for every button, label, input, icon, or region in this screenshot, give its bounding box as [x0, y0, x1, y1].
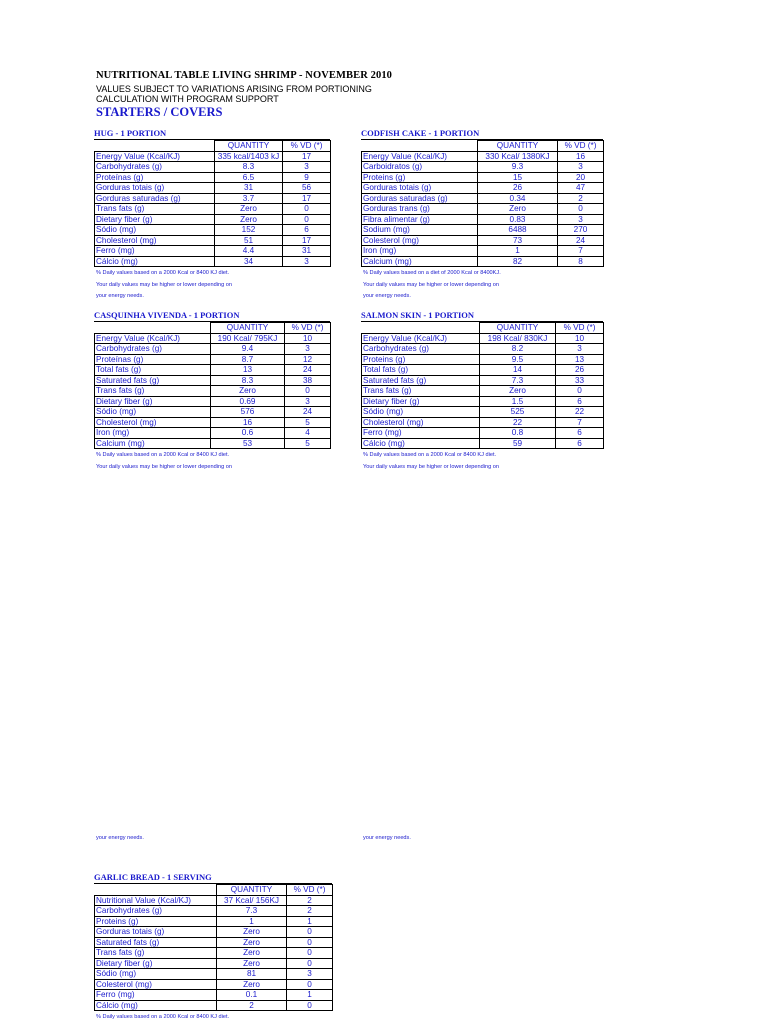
quantity-value: 37 Kcal/ 156KJ	[217, 895, 287, 906]
vd-value: 270	[558, 225, 604, 236]
vd-header: % VD (*)	[285, 323, 331, 334]
vd-value: 0	[283, 204, 331, 215]
table-row	[95, 246, 331, 257]
nutrient-label: Gorduras saturadas (g)	[362, 193, 478, 204]
quantity-value: Zero	[217, 979, 287, 990]
quantity-value: 1.5	[480, 396, 556, 407]
quantity-value: 0.83	[478, 214, 558, 225]
table-header-row	[362, 141, 604, 152]
table-row	[362, 407, 604, 418]
table-row	[95, 916, 333, 927]
nutrient-label: Sódio (mg)	[95, 225, 215, 236]
nutrient-label: Cholesterol (mg)	[95, 235, 215, 246]
quantity-value: Zero	[217, 937, 287, 948]
quantity-value: 0.6	[211, 428, 285, 439]
vd-value: 3	[556, 344, 604, 355]
quantity-value: 6488	[478, 225, 558, 236]
vd-value: 12	[285, 354, 331, 365]
quantity-value: 9.3	[478, 162, 558, 173]
nutrient-label: Trans fats (g)	[95, 948, 217, 959]
nutrition-card-casquinha-vivenda	[94, 310, 330, 449]
blank-header-cell	[95, 323, 211, 334]
nutrient-label: Energy Value (Kcal/KJ)	[362, 333, 480, 344]
nutrient-label: Energy Value (Kcal/KJ)	[95, 333, 211, 344]
table-row	[95, 172, 331, 183]
nutrient-label: Gorduras totais (g)	[95, 927, 217, 938]
table-row	[95, 365, 331, 376]
nutrient-label: Sódio (mg)	[95, 407, 211, 418]
quantity-value: 22	[480, 417, 556, 428]
table-row	[95, 979, 333, 990]
quantity-value: Zero	[478, 204, 558, 215]
quantity-value: 335 kcal/1403 kJ	[215, 151, 283, 162]
nutrient-label: Proteínas (g)	[95, 172, 215, 183]
vd-header: % VD (*)	[287, 885, 333, 896]
vd-value: 13	[556, 354, 604, 365]
vd-value: 0	[287, 927, 333, 938]
nutrition-table	[361, 140, 604, 267]
nutrient-label: Sodium (mg)	[362, 225, 478, 236]
table-row	[95, 958, 333, 969]
vd-value: 6	[556, 396, 604, 407]
quantity-value: 525	[480, 407, 556, 418]
quantity-value: 82	[478, 256, 558, 267]
vd-value: 17	[283, 235, 331, 246]
table-row	[95, 417, 331, 428]
nutrient-label: Proteins (g)	[362, 172, 478, 183]
table-row	[362, 365, 604, 376]
nutrition-card-salmon-skin	[361, 310, 603, 449]
table-row	[362, 354, 604, 365]
card-title: HUG - 1 PORTION	[94, 128, 330, 140]
vd-value: 3	[558, 162, 604, 173]
nutrient-label: Carbohydrates (g)	[362, 344, 480, 355]
vd-value: 0	[283, 214, 331, 225]
vd-value: 33	[556, 375, 604, 386]
quantity-value: 8.7	[211, 354, 285, 365]
quantity-value: 198 Kcal/ 830KJ	[480, 333, 556, 344]
nutrient-label: Ferro (mg)	[95, 990, 217, 1001]
table-row	[95, 937, 333, 948]
nutrient-label: Calcium (mg)	[362, 256, 478, 267]
document-title: NUTRITIONAL TABLE LIVING SHRIMP - NOVEMBER 2010	[96, 70, 393, 81]
vd-value: 17	[283, 151, 331, 162]
table-row	[362, 235, 604, 246]
table-row	[362, 333, 604, 344]
nutrient-label: Ferro (mg)	[95, 246, 215, 257]
table-row	[95, 948, 333, 959]
vd-value: 2	[287, 895, 333, 906]
nutrient-label: Ferro (mg)	[362, 428, 480, 439]
footnote-daily-values: % Daily values based on a 2000 Kcal or 8400 KJ diet.	[96, 1014, 230, 1020]
blank-header-cell	[362, 141, 478, 152]
nutrient-label: Gorduras totais (g)	[362, 183, 478, 194]
nutrient-label: Iron (mg)	[95, 428, 211, 439]
nutrient-label: Sódio (mg)	[362, 407, 480, 418]
nutrient-label: Energy Value (Kcal/KJ)	[362, 151, 478, 162]
vd-value: 4	[285, 428, 331, 439]
table-header-row	[95, 885, 333, 896]
table-row	[362, 375, 604, 386]
nutrient-label: Cholesterol (mg)	[362, 417, 480, 428]
quantity-value: 51	[215, 235, 283, 246]
vd-header: % VD (*)	[558, 141, 604, 152]
quantity-value: 8.3	[211, 375, 285, 386]
table-row	[95, 333, 331, 344]
card-title: GARLIC BREAD - 1 SERVING	[94, 872, 332, 884]
quantity-value: 8.3	[215, 162, 283, 173]
vd-header: % VD (*)	[556, 323, 604, 334]
vd-value: 2	[287, 906, 333, 917]
vd-value: 6	[556, 438, 604, 449]
vd-value: 8	[558, 256, 604, 267]
vd-value: 0	[285, 386, 331, 397]
vd-value: 6	[556, 428, 604, 439]
table-row	[95, 1000, 333, 1011]
footnote-higher-lower: Your daily values may be higher or lower depending on	[96, 464, 232, 470]
table-row	[362, 256, 604, 267]
footnote-energy-needs: your energy needs.	[363, 293, 411, 299]
footnote-energy-needs: your energy needs.	[96, 293, 144, 299]
vd-value: 31	[283, 246, 331, 257]
quantity-header: QUANTITY	[478, 141, 558, 152]
table-row	[95, 895, 333, 906]
vd-value: 0	[558, 204, 604, 215]
quantity-header: QUANTITY	[480, 323, 556, 334]
table-row	[362, 225, 604, 236]
vd-value: 0	[556, 386, 604, 397]
table-row	[362, 438, 604, 449]
vd-value: 38	[285, 375, 331, 386]
nutrient-label: Gorduras trans (g)	[362, 204, 478, 215]
vd-value: 9	[283, 172, 331, 183]
blank-header-cell	[362, 323, 480, 334]
quantity-value: Zero	[215, 204, 283, 215]
nutrition-table	[94, 322, 331, 449]
table-row	[362, 344, 604, 355]
table-row	[95, 375, 331, 386]
vd-value: 3	[285, 396, 331, 407]
quantity-value: 1	[478, 246, 558, 257]
vd-value: 24	[558, 235, 604, 246]
vd-value: 7	[558, 246, 604, 257]
table-row	[95, 927, 333, 938]
vd-value: 2	[558, 193, 604, 204]
vd-value: 3	[285, 344, 331, 355]
vd-value: 10	[556, 333, 604, 344]
table-row	[95, 256, 331, 267]
table-row	[362, 183, 604, 194]
quantity-value: 7.3	[480, 375, 556, 386]
nutrition-table	[94, 884, 333, 1011]
quantity-value: 0.1	[217, 990, 287, 1001]
nutrient-label: Dietary fiber (g)	[95, 958, 217, 969]
vd-value: 0	[287, 979, 333, 990]
quantity-value: 59	[480, 438, 556, 449]
table-row	[95, 151, 331, 162]
nutrient-label: Carbohydrates (g)	[95, 162, 215, 173]
vd-value: 17	[283, 193, 331, 204]
nutrient-label: Saturated fats (g)	[362, 375, 480, 386]
nutrient-label: Proteins (g)	[362, 354, 480, 365]
table-row	[95, 407, 331, 418]
quantity-value: 34	[215, 256, 283, 267]
section-heading: STARTERS / COVERS	[96, 105, 223, 119]
quantity-value: 0.8	[480, 428, 556, 439]
nutrient-label: Trans fats (g)	[95, 204, 215, 215]
table-row	[95, 183, 331, 194]
nutrient-label: Cholesterol (mg)	[95, 417, 211, 428]
nutrient-label: Colesterol (mg)	[95, 979, 217, 990]
table-row	[362, 204, 604, 215]
nutrient-label: Total fats (g)	[95, 365, 211, 376]
vd-value: 0	[287, 958, 333, 969]
table-row	[95, 428, 331, 439]
vd-value: 1	[287, 990, 333, 1001]
table-header-row	[95, 141, 331, 152]
subtitle-calculation: CALCULATION WITH PROGRAM SUPPORT	[96, 94, 279, 104]
vd-value: 7	[556, 417, 604, 428]
vd-value: 6	[283, 225, 331, 236]
nutrient-label: Cálcio (mg)	[362, 438, 480, 449]
quantity-value: 31	[215, 183, 283, 194]
quantity-value: 15	[478, 172, 558, 183]
blank-header-cell	[95, 141, 215, 152]
table-row	[362, 214, 604, 225]
vd-header: % VD (*)	[283, 141, 331, 152]
table-row	[95, 235, 331, 246]
nutrient-label: Trans fats (g)	[362, 386, 480, 397]
quantity-value: Zero	[217, 927, 287, 938]
table-row	[362, 162, 604, 173]
footnote-daily-values: % Daily values based on a diet of 2000 Kcal or 8400KJ.	[363, 270, 501, 276]
quantity-value: 0.34	[478, 193, 558, 204]
table-row	[95, 162, 331, 173]
quantity-value: 2	[217, 1000, 287, 1011]
table-row	[95, 386, 331, 397]
vd-value: 0	[287, 948, 333, 959]
nutrient-label: Carbohydrates (g)	[95, 906, 217, 917]
footnote-daily-values: % Daily values based on a 2000 Kcal or 8400 KJ diet.	[96, 452, 230, 458]
quantity-value: 9.4	[211, 344, 285, 355]
vd-value: 24	[285, 365, 331, 376]
table-row	[362, 417, 604, 428]
quantity-value: 330 Kcal/ 1380KJ	[478, 151, 558, 162]
quantity-value: 6.5	[215, 172, 283, 183]
table-row	[362, 151, 604, 162]
vd-value: 24	[285, 407, 331, 418]
nutrient-label: Energy Value (Kcal/KJ)	[95, 151, 215, 162]
nutrient-label: Colesterol (mg)	[362, 235, 478, 246]
vd-value: 0	[287, 1000, 333, 1011]
table-row	[95, 225, 331, 236]
table-row	[95, 438, 331, 449]
quantity-value: Zero	[211, 386, 285, 397]
nutrient-label: Dietary fiber (g)	[362, 396, 480, 407]
quantity-value: 14	[480, 365, 556, 376]
nutrient-label: Cálcio (mg)	[95, 1000, 217, 1011]
quantity-value: 53	[211, 438, 285, 449]
nutrient-label: Gorduras saturadas (g)	[95, 193, 215, 204]
table-row	[95, 990, 333, 1001]
nutrient-label: Dietary fiber (g)	[95, 396, 211, 407]
nutrient-label: Total fats (g)	[362, 365, 480, 376]
nutrient-label: Trans fats (g)	[95, 386, 211, 397]
quantity-value: 152	[215, 225, 283, 236]
footnote-energy-needs: your energy needs.	[96, 835, 144, 841]
nutrient-label: Iron (mg)	[362, 246, 478, 257]
card-title: CODFISH CAKE - 1 PORTION	[361, 128, 603, 140]
quantity-value: 26	[478, 183, 558, 194]
nutrient-label: Sódio (mg)	[95, 969, 217, 980]
nutrition-table	[94, 140, 331, 267]
table-row	[95, 204, 331, 215]
quantity-value: 7.3	[217, 906, 287, 917]
nutrition-card-codfish-cake	[361, 128, 603, 267]
vd-value: 56	[283, 183, 331, 194]
card-title: CASQUINHA VIVENDA - 1 PORTION	[94, 310, 330, 322]
vd-value: 3	[287, 969, 333, 980]
vd-value: 5	[285, 438, 331, 449]
vd-value: 16	[558, 151, 604, 162]
blank-header-cell	[95, 885, 217, 896]
table-row	[362, 246, 604, 257]
footnote-higher-lower: Your daily values may be higher or lower depending on	[96, 282, 232, 288]
table-row	[95, 193, 331, 204]
quantity-value: 73	[478, 235, 558, 246]
table-header-row	[362, 323, 604, 334]
table-row	[95, 354, 331, 365]
quantity-value: 0.69	[211, 396, 285, 407]
nutrient-label: Dietary fiber (g)	[95, 214, 215, 225]
quantity-value: 4.4	[215, 246, 283, 257]
footnote-higher-lower: Your daily values may be higher or lower depending on	[363, 464, 499, 470]
quantity-value: 576	[211, 407, 285, 418]
quantity-header: QUANTITY	[211, 323, 285, 334]
nutrition-card-hug	[94, 128, 330, 267]
table-row	[362, 172, 604, 183]
nutrient-label: Gorduras totais (g)	[95, 183, 215, 194]
vd-value: 26	[556, 365, 604, 376]
quantity-value: 3.7	[215, 193, 283, 204]
quantity-value: Zero	[217, 948, 287, 959]
footnote-daily-values: % Daily values based on a 2000 Kcal or 8400 KJ diet.	[96, 270, 230, 276]
table-header-row	[95, 323, 331, 334]
nutrient-label: Cálcio (mg)	[95, 256, 215, 267]
table-row	[362, 193, 604, 204]
quantity-value: 190 Kcal/ 795KJ	[211, 333, 285, 344]
table-row	[95, 906, 333, 917]
quantity-value: Zero	[217, 958, 287, 969]
footnote-higher-lower: Your daily values may be higher or lower depending on	[363, 282, 499, 288]
table-row	[95, 344, 331, 355]
vd-value: 3	[558, 214, 604, 225]
nutrient-label: Proteins (g)	[95, 916, 217, 927]
nutrient-label: Nutritional Value (Kcal/KJ)	[95, 895, 217, 906]
nutrient-label: Proteínas (g)	[95, 354, 211, 365]
table-row	[95, 969, 333, 980]
quantity-value: 81	[217, 969, 287, 980]
nutrition-table	[361, 322, 604, 449]
vd-value: 1	[287, 916, 333, 927]
quantity-value: 16	[211, 417, 285, 428]
table-row	[362, 386, 604, 397]
vd-value: 47	[558, 183, 604, 194]
quantity-value: 1	[217, 916, 287, 927]
quantity-header: QUANTITY	[215, 141, 283, 152]
nutrient-label: Saturated fats (g)	[95, 937, 217, 948]
card-title: SALMON SKIN - 1 PORTION	[361, 310, 603, 322]
vd-value: 22	[556, 407, 604, 418]
nutrient-label: Carbohydrates (g)	[95, 344, 211, 355]
table-row	[95, 396, 331, 407]
vd-value: 3	[283, 162, 331, 173]
vd-value: 10	[285, 333, 331, 344]
vd-value: 20	[558, 172, 604, 183]
nutrient-label: Saturated fats (g)	[95, 375, 211, 386]
table-row	[362, 428, 604, 439]
quantity-value: Zero	[480, 386, 556, 397]
footnote-daily-values: % Daily values based on a 2000 Kcal or 8400 KJ diet.	[363, 452, 497, 458]
vd-value: 3	[283, 256, 331, 267]
nutrient-label: Fibra alimentar (g)	[362, 214, 478, 225]
nutrition-card-garlic-bread	[94, 872, 332, 1011]
table-row	[362, 396, 604, 407]
quantity-value: 13	[211, 365, 285, 376]
quantity-header: QUANTITY	[217, 885, 287, 896]
vd-value: 5	[285, 417, 331, 428]
nutrient-label: Carboidratos (g)	[362, 162, 478, 173]
subtitle-variations: VALUES SUBJECT TO VARIATIONS ARISING FROM PORTIONING	[96, 84, 372, 94]
nutrient-label: Calcium (mg)	[95, 438, 211, 449]
quantity-value: Zero	[215, 214, 283, 225]
quantity-value: 9.5	[480, 354, 556, 365]
footnote-energy-needs: your energy needs.	[363, 835, 411, 841]
table-row	[95, 214, 331, 225]
quantity-value: 8.2	[480, 344, 556, 355]
vd-value: 0	[287, 937, 333, 948]
